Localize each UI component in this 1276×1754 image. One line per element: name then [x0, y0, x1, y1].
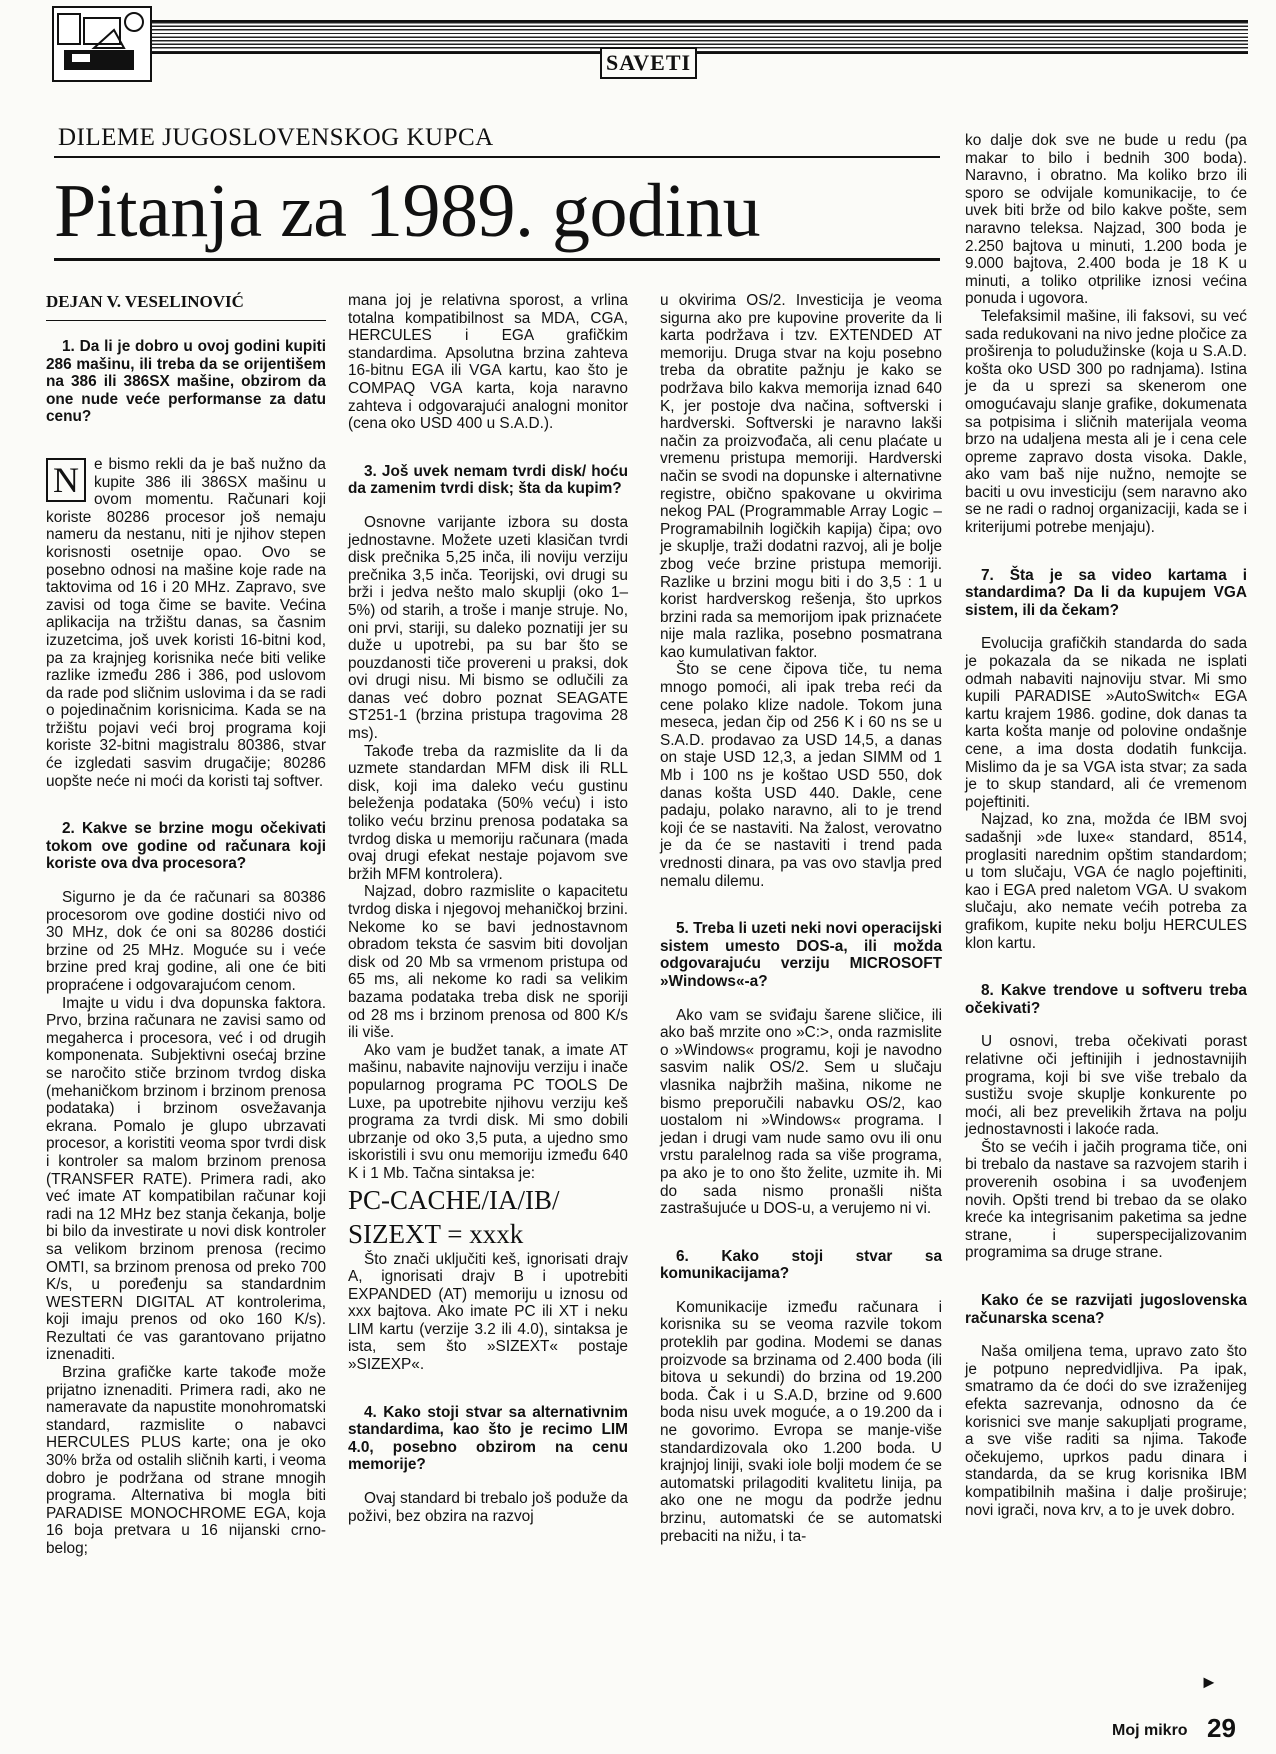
paragraph-text: Što znači uključiti keš, ignorisati drajv A, ignorisati drajv B i upotrebiti EXPANDED (AT) memoriju u iznosu od xxx bajtova. Ako imate PC ili XT i neku LIM kartu (verzije 3.2 ili 4.0), sintaksa je ista, sem što »SIZEXT« postaje »SIZEXP«.	[348, 1250, 628, 1374]
paragraph-text: 8. Kakve trendove u softveru treba očekivati?	[965, 982, 1247, 1017]
paragraph	[348, 514, 628, 743]
footer-page-number: 29	[1207, 1713, 1236, 1743]
question-heading	[46, 338, 326, 426]
paragraph-text: Evolucija grafičkih standarda do sada je pokazala da se nikada ne isplati odmah nabaviti najnoviju stvar. Mi smo kupili PARADISE »AutoSwitch« EGA kartu krajem 1986. godine, dok danas ta karta košta manje od polovine ondašnje cene, a ima dosta dodatih funkcija. Mislimo da je sa VGA ista stvar; za sada je to skup standard, ali će vremenom pojeftiniti.	[965, 635, 1247, 811]
paragraph-text: Telefaksimil mašine, ili faksovi, su već sada redukovani na nivo jedne pločice za proširenja to poludužinske (koja u S.A.D. košta oko USD 300 po radnjama). Istina je da u sprezi sa skenerom one omogućavaju slanje grafike, dokumenata sa potpisima i sličnih materijala veoma brzo na udaljena mesta ali je i cena cele opreme zapravo dosta visoka. Dakle, ako vam baš nije nužno, nemojte se baciti u ovu investiciju (sem naravno ako se ne radi o radnoj organizaciji, kada se i kriterijumi potrebe menjaju).	[965, 307, 1247, 537]
column-2	[348, 292, 628, 1525]
paragraph-text: 4. Kako stoji stvar sa alternativnim standardima, kao što je recimo LIM 4.0, posebno obzirom na cenu memorije?	[348, 1403, 628, 1474]
column-1	[46, 338, 326, 1558]
author-rule	[46, 320, 326, 321]
header-stripes	[152, 20, 1248, 54]
paragraph	[348, 1042, 628, 1183]
paragraph	[46, 889, 326, 995]
paragraph-text: mana joj je relativna sporost, a vrlina totalna kompatibilnost sa MDA, CGA, HERCULES i EGA grafičkim standardima. Apsolutna brzina zahteva 16-bitnu EGA ili VGA kartu, kao što je COMPAQ VGA karta, koja naravno zahteva i odgovarajući analogni monitor (cena oko USD 400 u S.A.D.).	[348, 292, 628, 433]
paragraph	[660, 1007, 942, 1218]
arrow-right-icon: ►	[1200, 1672, 1218, 1692]
paragraph-text: 6. Kako stoji stvar sa komunikacijama?	[660, 1247, 942, 1283]
paragraph-text: ko dalje dok sve ne bude u redu (pa makar to bilo i bednih 300 boda). Naravno, i obratno. Ma koliko brzo ili sporo se odvijale komunikacije, to će uvek biti brže od bilo kakve pošte, sem naravno teleksa. Najzad, 300 boda je 2.250 bajtova u minuti, 1.200 boda je 9.000 bajtova, 2.400 boda je 18 K u minuti, a toliko otprilike iznosi većina ponuda i ugovora.	[965, 132, 1247, 308]
paragraph-text: Imajte u vidu i dva dopunska faktora. Prvo, brzina računara ne zavisi samo od megaherca i procesora, već i od drugih komponenata. Subjektivni osećaj brzine se naročito stiče brzinom tvrdog diska (mehaničkom brzinom i brzinom prenosa podataka) i brzinom osvežavanja ekrana. Pomalo je glupo ubrzavati procesor, a koristiti veoma spor tvrdi disk i kontroler sa malom brzinom prenosa (TRANSFER RATE). Primera radi, ako već imate AT kompatibilan računar koji radi na 12 MHz bez stanja čekanja, bolje bi bilo da investirate u novi disk kontroler sa velikom brzinom prenosa (recimo OMTI, sa brzinom prenosa od preko 700 K/s, u poređenju sa standardnim WESTERN DIGITAL AT kontrolerima, koji imaju prenos od oko 160 K/s). Rezultati će vas garantovano prijatno iznenaditi.	[46, 994, 326, 1364]
intro-paragraph	[46, 456, 326, 790]
paragraph-text: Najzad, dobro razmislite o kapacitetu tvrdog diska i njegovoj mehaničkoj brzini. Nekome ko se bavi jednostavnom obradom teksta će sasvim biti dovoljan disk od 20 Mb sa vrmenom pristupa od 65 ms, ali nekome ko radi sa velikim bazama podataka treba disk ne sporiji od 28 ms i brzinom prenosa od 800 K/s ili više.	[348, 883, 628, 1042]
paragraph	[965, 1343, 1247, 1519]
paragraph-text: Ako vam se sviđaju šarene sličice, ili ako baš mrzite ono »C:>, onda razmislite o »Windows« programu, koji je navodno sasvim nalik OS/2. Sem u slučaju vlasnika najbržih mašina, nikome ne bismo preporučili nabavku OS/2, kao uostalom ni »Windows« programa. I jedan i drugi vam nude samo ovu ili onu vrstu paralelnog rada sa više programa, pa ako je to ono što želite, uzmite ih. Mi do sada nismo pronašli ništa zastrašujuće u DOS-u, a verujemo ni vi.	[660, 1006, 942, 1218]
paragraph-text: e bismo rekli da je baš nužno da kupite 386 ili 386SX mašinu u ovom momentu. Računari koji koriste 80286 procesor još nemaju nameru da nestanu, niti je njihov stepen korisnosti osetnije opao. Ovo se posebno odnosi na mašine koje rade na taktovima od 16 i 20 MHz. Zapravo, sve zavisi od toga čime se bavite. Većina aplikacija na tržištu danas, sa časnim izuzetcima, još uvek koristi 16-bitni kod, pa za krajnjeg korisnika neće biti velike razlike između 286 i 386, pod uslovom da rade pod sličnim uslovima i da se radi o pojedinačnim korisnicima. Kada se na tržištu pojavi veći broj programa koji koriste 32-bitni magistralu 80386, stvar će izgledati sasvim drugačije; 80286 uopšte neće ni moći da koristi taj softver.	[46, 455, 326, 790]
question-heading	[348, 463, 628, 498]
paragraph-text: 5. Treba li uzeti neki novi operacijski sistem umesto DOS-a, ili možda odgovarajuću verziju MICROSOFT »Windows«-a?	[660, 920, 943, 990]
title-rule	[54, 258, 940, 261]
footer-magazine: Moj mikro	[1112, 1722, 1188, 1739]
question-heading	[965, 1292, 1247, 1327]
paragraph-text: Osnovne varijante izbora su dosta jednostavne. Možete uzeti klasičan tvrdi disk prečnika 5,25 inča, ili noviju verziju prečnika 3,5 inča. Teorijski, ovi drugi su brži i jedva nešto malo skuplji (oko 1–5%) od starih, a troše i manje struje. No, oni prvi, stariji, su daleko poznatiji jer su duže u upotrebi, pa su bar što se pouzdanosti tiče provereni u praksi, dok ovi drugi nisu. Mi bismo se odlučili za danas već dobro poznat SEAGATE ST251-1 (brzina pristupa tragovima 28 ms).	[348, 513, 628, 743]
article-author: DEJAN V. VESELINOVIĆ	[46, 292, 244, 311]
paragraph	[965, 308, 1247, 537]
kicker-rule	[54, 156, 940, 158]
paragraph-text: Naša omiljena tema, upravo zato što je potpuno nepredvidljiva. Pa ipak, smatramo da će doći do sve izraženijeg efekta sazrevanja, odnosno da će korisnici sve manje sakupljati programe, a sve više raditi sa njima. Takođe očekujemo, uprkos padu dinara i standarda, da se krug korisnika IBM kompatibilnih mašina i dalje proširuje; novi igrači, nova krv, a to je uvek dobro.	[965, 1343, 1247, 1519]
paragraph	[965, 1033, 1247, 1139]
column-4	[965, 132, 1247, 1519]
question-heading	[965, 567, 1247, 620]
paragraph-text: U osnovi, treba očekivati porast relativne oči jeftinijih i jednostavnijih programa, koji bi sve više trebalo da sustižu svoje skuplje konkurente po moći, ali bez prevelikih žrtava na polju jednostavnosti i lakoće rada.	[965, 1033, 1247, 1139]
question-heading	[660, 1248, 942, 1283]
drop-cap: N	[46, 458, 86, 502]
paragraph-text: u okvirima OS/2. Investicija je veoma sigurna ako pre kupovine proverite da li karta podržava i tzv. EXTENDED AT memoriju. Druga stvar na koju posebno treba da obratite pažnju je kako se podržava bilo kakva memorija iznad 640 K, jer postoje dva načina, softverski i hardverski. Softverski je naravno lakši način za proizvođača, ali cenu plaćate u vremenu pristupa memoriji. Hardverski način se svodi na dopunske i alternativne registre, obično spakovane u okvirima nekog PAL (Programmable Array Logic – Programabilnih logičkih kapija) čipa; ovo je skuplje, traži dodatni razvoj, ali je bolje zbog veće brzine pristupa memoriji. Razlike u brzini mogu biti i do 3,5 : 1 u korist hardverskog rešenja, što uprkos brzini rada sa memorijom ipak priznaćete nije mala razlika, posebno posmatrana kao kumulativan faktor.	[660, 292, 942, 661]
paragraph-text: Komunikacije između računara i korisnika su se veoma razvile tokom proteklih par godina. Modemi se danas proizvode sa brzinama od 2.400 boda (ili bitova u sekundi) do brzina od 19.200 boda. Čak i u S.A.D, brzine od 9.600 boda nisu uvek moguće, a o 19.200 da i ne govorimo. Evropa se manje-više standardizovala oko 1.200 boda. U krajnjoj liniji, svaki iole bolji modem će se automatski prilagoditi kvalitetu linija, pa ako one ne mogu da podrže jednu brzinu, automatski će se automatski prebaciti na nižu, i ta-	[660, 1298, 942, 1545]
paragraph	[965, 635, 1247, 811]
paragraph-text: 1. Da li je dobro u ovoj godini kupiti 286 mašinu, ili treba da se orijentišem na 386 ili 386SX mašine, obzirom da one nude veće performanse za datu cenu?	[46, 338, 326, 426]
paragraph-text: Što se cene čipova tiče, tu nema mnogo pomoći, ali ipak treba reći da cene polako klize nadole. Tokom juna meseca, jedan čip od 256 K i 60 ns se u S.A.D. prodavao za USD 14,5, a danas on staje USD 12,3, a jedan SIMM od 1 Mb i 100 ns je koštao USD 550, dok danas košta USD 440. Dakle, cene padaju, polako naravno, ali to je trend koji će se nastaviti. Na žalost, verovatno je da će se nastaviti i trend pada vrednosti dinara, pa vas ovo stavlja pred nemalu dilemu.	[660, 661, 942, 890]
paragraph	[348, 1251, 628, 1374]
paragraph	[348, 883, 628, 1041]
command-syntax	[348, 1183, 628, 1251]
article-title: Pitanja za 1989. godinu	[54, 169, 761, 253]
paragraph	[46, 1364, 326, 1558]
paragraph-text: Takođe treba da razmislite da li da uzmete standardan MFM disk ili RLL disk, koji ima daleko veću gustinu beleženja podataka (50% veću) i isto toliko veću brzinu prenosa podataka sa tvrdog diska u memoriju računara (mada ovaj drugi efekat nestaje pojavom sve bržih MFM kontrolera).	[348, 742, 628, 883]
paragraph	[46, 995, 326, 1364]
paragraph-text: Ako vam je budžet tanak, a imate AT mašinu, nabavite najnoviju verziju i inače popularnog programa PC TOOLS De Luxe, pa upotrebite njihovu verziju keš programa za tvrdi disk. Mi smo dobili ubrzanje od oko 3,5 puta, a ujedno smo iskoristili i svu onu memoriju između 640 K i 1 Mb. Tačna sintaksa je:	[348, 1041, 628, 1182]
paragraph	[348, 292, 628, 433]
paragraph	[348, 1490, 628, 1525]
paragraph-text: Sigurno je da će računari sa 80386 procesorom ove godine dostići nivo od 30 MHz, dok će oni sa 80286 dostići brzine od 25 MHz. Moguće su i veće brzine pred kraj godine, ali one će biti propraćene i odgovarajućom cenom.	[46, 889, 326, 994]
question-heading	[660, 920, 942, 990]
question-heading	[965, 982, 1247, 1017]
paragraph-text: Kako će se razvijati jugoslovenska računarska scena?	[965, 1292, 1247, 1327]
paragraph-text: 3. Još uvek nemam tvrdi disk/ hoću da zamenim tvrdi disk; šta da kupim?	[348, 462, 628, 498]
section-logo-icon	[52, 6, 152, 82]
paragraph-text: 2. Kakve se brzine mogu očekivati tokom ove godine od računara koji koriste ova dva procesora?	[46, 820, 326, 873]
paragraph-text: Najzad, ko zna, možda će IBM svoj sadašnji »de luxe« standard, 8514, proglasiti narednim opštim standardom; u tom slučaju, VGA će naglo pojeftiniti, kao i EGA pred naletom VGA. U svakom slučaju, ako nemate većih potreba za grafikom, kupite neku bolju HERCULES klon kartu.	[965, 811, 1247, 952]
paragraph-text: Ovaj standard bi trebalo još poduže da poživi, bez obzira na razvoj	[348, 1490, 628, 1525]
paragraph	[965, 132, 1247, 308]
paragraph	[965, 1139, 1247, 1262]
column-3	[660, 292, 942, 1545]
paragraph	[348, 743, 628, 884]
article-kicker: DILEME JUGOSLOVENSKOG KUPCA	[58, 124, 494, 151]
paragraph	[660, 661, 942, 890]
paragraph	[660, 292, 942, 661]
question-heading	[46, 820, 326, 873]
paragraph-text: Što se većih i jačih programa tiče, oni bi trebalo da nastave sa razvojem starih i proverenih osobina i sa uvođenjem novih. Opšti trend bi trebao da se olako kreće ka integrisanim paketima sa jedne strane, i superspecijalizovanim programima sa druge strane.	[965, 1138, 1247, 1262]
paragraph	[660, 1299, 942, 1545]
section-tag: SAVETI	[600, 47, 697, 79]
question-heading	[348, 1404, 628, 1474]
paragraph-text: Brzina grafičke karte takođe može prijatno iznenaditi. Primera radi, ako ne nameravate da napustite monohromatski standard, razmislite o nabavci HERCULES PLUS karte; ona je oko 30% brža od ostalih sličnih karti, i veoma dobro je podržana od strane mnogih programa. Alternativa bi mogla biti PARADISE MONOCHROME EGA, koja 16 boja pretvara u 16 nijanski crno-belog;	[46, 1364, 326, 1557]
paragraph-text: PC-CACHE/IA/IB/ SIZEXT = xxxk	[348, 1184, 560, 1249]
paragraph	[965, 811, 1247, 952]
paragraph-text: 7. Šta je sa video kartama i standardima? Da li da kupujem VGA sistem, ili da čekam?	[965, 566, 1247, 619]
